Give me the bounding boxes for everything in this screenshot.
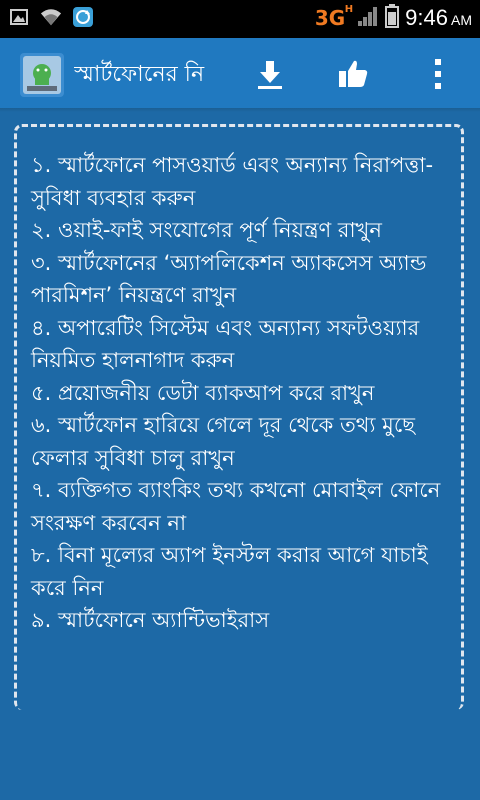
list-item: ২. ওয়াই-ফাই সংযোগের পূর্ণ নিয়ন্ত্রণ রাখুন — [31, 218, 382, 242]
sync-app-icon — [72, 6, 94, 28]
gallery-icon — [8, 6, 30, 28]
list-item: ৫. প্রয়োজনীয় ডেটা ব্যাকআপ করে রাখুন — [31, 380, 375, 405]
wifi-icon — [40, 6, 62, 28]
signal-icon — [357, 5, 379, 31]
list-item: ১. স্মার্টফোনে পাসওয়ার্ড এবং অন্যান্য নিরাপত্তা-সুবিধা ব্যবহার করুন — [31, 153, 434, 210]
battery-icon — [385, 4, 399, 32]
tips-container[interactable] — [14, 124, 464, 710]
thumbs-up-icon — [336, 57, 370, 91]
like-button[interactable] — [333, 54, 373, 94]
toolbar-shadow — [0, 108, 480, 112]
app-logo-icon[interactable] — [20, 53, 64, 97]
download-button[interactable] — [250, 54, 290, 94]
list-item: ৬. স্মার্টফোন হারিয়ে গেলে দূর থেকে তথ্য মুছে ফেলার সুবিধা চালু রাখুন — [31, 413, 415, 470]
download-icon — [253, 57, 287, 91]
system-indicators — [315, 4, 472, 32]
page-title: স্মার্টফোনের নি — [74, 62, 205, 87]
overflow-menu-button[interactable] — [418, 54, 458, 94]
list-item: ৪. অপারেটিং সিস্টেম এবং অন্যান্য সফটওয়্যার নিয়মিত হালনাগাদ করুন — [31, 315, 420, 372]
list-item: ৯. স্মার্টফোনে অ্যান্টিভাইরাস — [31, 608, 270, 632]
list-item: ৮. বিনা মূল্যের অ্যাপ ইনস্টল করার আগে যাচাই করে নিন — [31, 543, 428, 600]
list-item: ৭. ব্যক্তিগত ব্যাংকিং তথ্য কখনো মোবাইল ফোনে সংরক্ষণ করবেন না — [31, 478, 441, 535]
status-bar — [0, 0, 480, 38]
clock: 9:46 AM — [405, 5, 472, 30]
list-item: ৩. স্মার্টফোনের ‘অ্যাপলিকেশন অ্যাকসেস অ্যান্ড পারমিশন’ নিয়ন্ত্রণে রাখুন — [31, 250, 427, 307]
more-vertical-icon — [433, 57, 443, 91]
app-toolbar — [0, 38, 480, 110]
tips-list — [17, 127, 461, 637]
notification-icons — [8, 6, 94, 28]
network-type: 3G H — [314, 4, 354, 30]
